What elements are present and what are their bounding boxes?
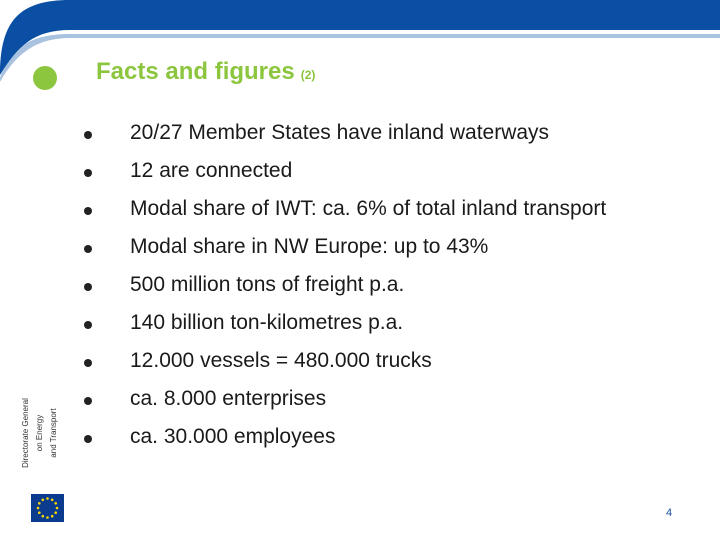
page-number: 4 [666, 507, 673, 519]
sidebar-line-2: on Energy [35, 414, 44, 452]
sidebar-line-3: and Transport [49, 408, 58, 458]
bullet-text: 500 million tons of freight p.a. [130, 273, 405, 296]
slide-title [96, 58, 315, 86]
sidebar-line-1: Directorate General [21, 398, 30, 468]
directorate-sidebar [20, 378, 66, 488]
slide-title-suffix: (2) [300, 68, 316, 82]
bullet-icon [84, 397, 92, 405]
bullet-icon [84, 207, 92, 215]
slide-title-text: Facts and figures [96, 58, 295, 85]
bullet-text: Modal share in NW Europe: up to 43% [130, 235, 489, 258]
bullet-text: Modal share of IWT: ca. 6% of total inland transport [130, 197, 607, 220]
bullet-text: 12.000 vessels = 480.000 trucks [130, 349, 432, 372]
bullet-text: ca. 30.000 employees [130, 425, 336, 448]
bullet-icon [84, 435, 92, 443]
bullet-icon [84, 283, 92, 291]
bullet-icon [84, 321, 92, 329]
bullet-text: 140 billion ton-kilometres p.a. [130, 311, 404, 334]
bullet-text: 20/27 Member States have inland waterways [130, 121, 550, 144]
bullet-text: 12 are connected [130, 159, 293, 182]
bullet-icon [84, 169, 92, 177]
bullet-icon [84, 245, 92, 253]
bullet-icon [84, 131, 92, 139]
title-bullet-icon [33, 66, 57, 90]
eu-flag-icon [31, 494, 64, 522]
bullet-text: ca. 8.000 enterprises [130, 387, 327, 410]
bullet-icon [84, 359, 92, 367]
